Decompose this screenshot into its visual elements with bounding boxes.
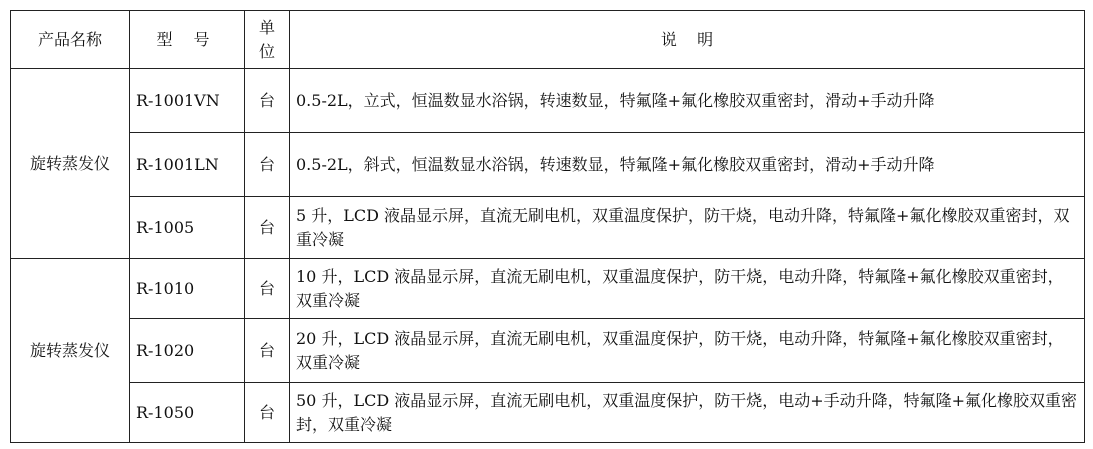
- table-row: [11, 383, 1085, 443]
- table-header-row: [11, 11, 1085, 69]
- header-product-name: 产品名称: [11, 11, 130, 69]
- unit-cell: 台: [245, 197, 290, 259]
- model-cell: R-1005: [130, 197, 245, 259]
- table-row: [11, 319, 1085, 383]
- description-cell: 10 升，LCD 液晶显示屏，直流无刷电机，双重温度保护，防干烧，电动升降，特氟隆+氟化橡胶双重密封，双重冷凝: [290, 259, 1085, 319]
- description-cell: 0.5-2L，斜式，恒温数显水浴锅，转速数显，特氟隆+氟化橡胶双重密封，滑动+手动升降: [290, 133, 1085, 197]
- model-cell: R-1010: [130, 259, 245, 319]
- table-row: [11, 133, 1085, 197]
- unit-cell: 台: [245, 319, 290, 383]
- model-cell: R-1020: [130, 319, 245, 383]
- header-description: 说 明: [290, 11, 1085, 69]
- product-name-cell: 旋转蒸发仪: [11, 259, 130, 443]
- product-name-cell: 旋转蒸发仪: [11, 69, 130, 259]
- model-cell: R-1001LN: [130, 133, 245, 197]
- table-row: [11, 69, 1085, 133]
- header-unit: 单位: [245, 11, 290, 69]
- model-cell: R-1050: [130, 383, 245, 443]
- description-cell: 5 升，LCD 液晶显示屏，直流无刷电机，双重温度保护，防干烧，电动升降，特氟隆+氟化橡胶双重密封，双重冷凝: [290, 197, 1085, 259]
- header-model: 型 号: [130, 11, 245, 69]
- description-cell: 50 升，LCD 液晶显示屏，直流无刷电机，双重温度保护，防干烧，电动+手动升降，特氟隆+氟化橡胶双重密封，双重冷凝: [290, 383, 1085, 443]
- unit-cell: 台: [245, 133, 290, 197]
- unit-cell: 台: [245, 383, 290, 443]
- unit-cell: 台: [245, 69, 290, 133]
- description-cell: 0.5-2L，立式，恒温数显水浴锅，转速数显，特氟隆+氟化橡胶双重密封，滑动+手动升降: [290, 69, 1085, 133]
- unit-cell: 台: [245, 259, 290, 319]
- table-row: [11, 197, 1085, 259]
- description-cell: 20 升，LCD 液晶显示屏，直流无刷电机，双重温度保护，防干烧，电动升降，特氟隆+氟化橡胶双重密封，双重冷凝: [290, 319, 1085, 383]
- table-row: [11, 259, 1085, 319]
- model-cell: R-1001VN: [130, 69, 245, 133]
- product-spec-table: [10, 10, 1085, 443]
